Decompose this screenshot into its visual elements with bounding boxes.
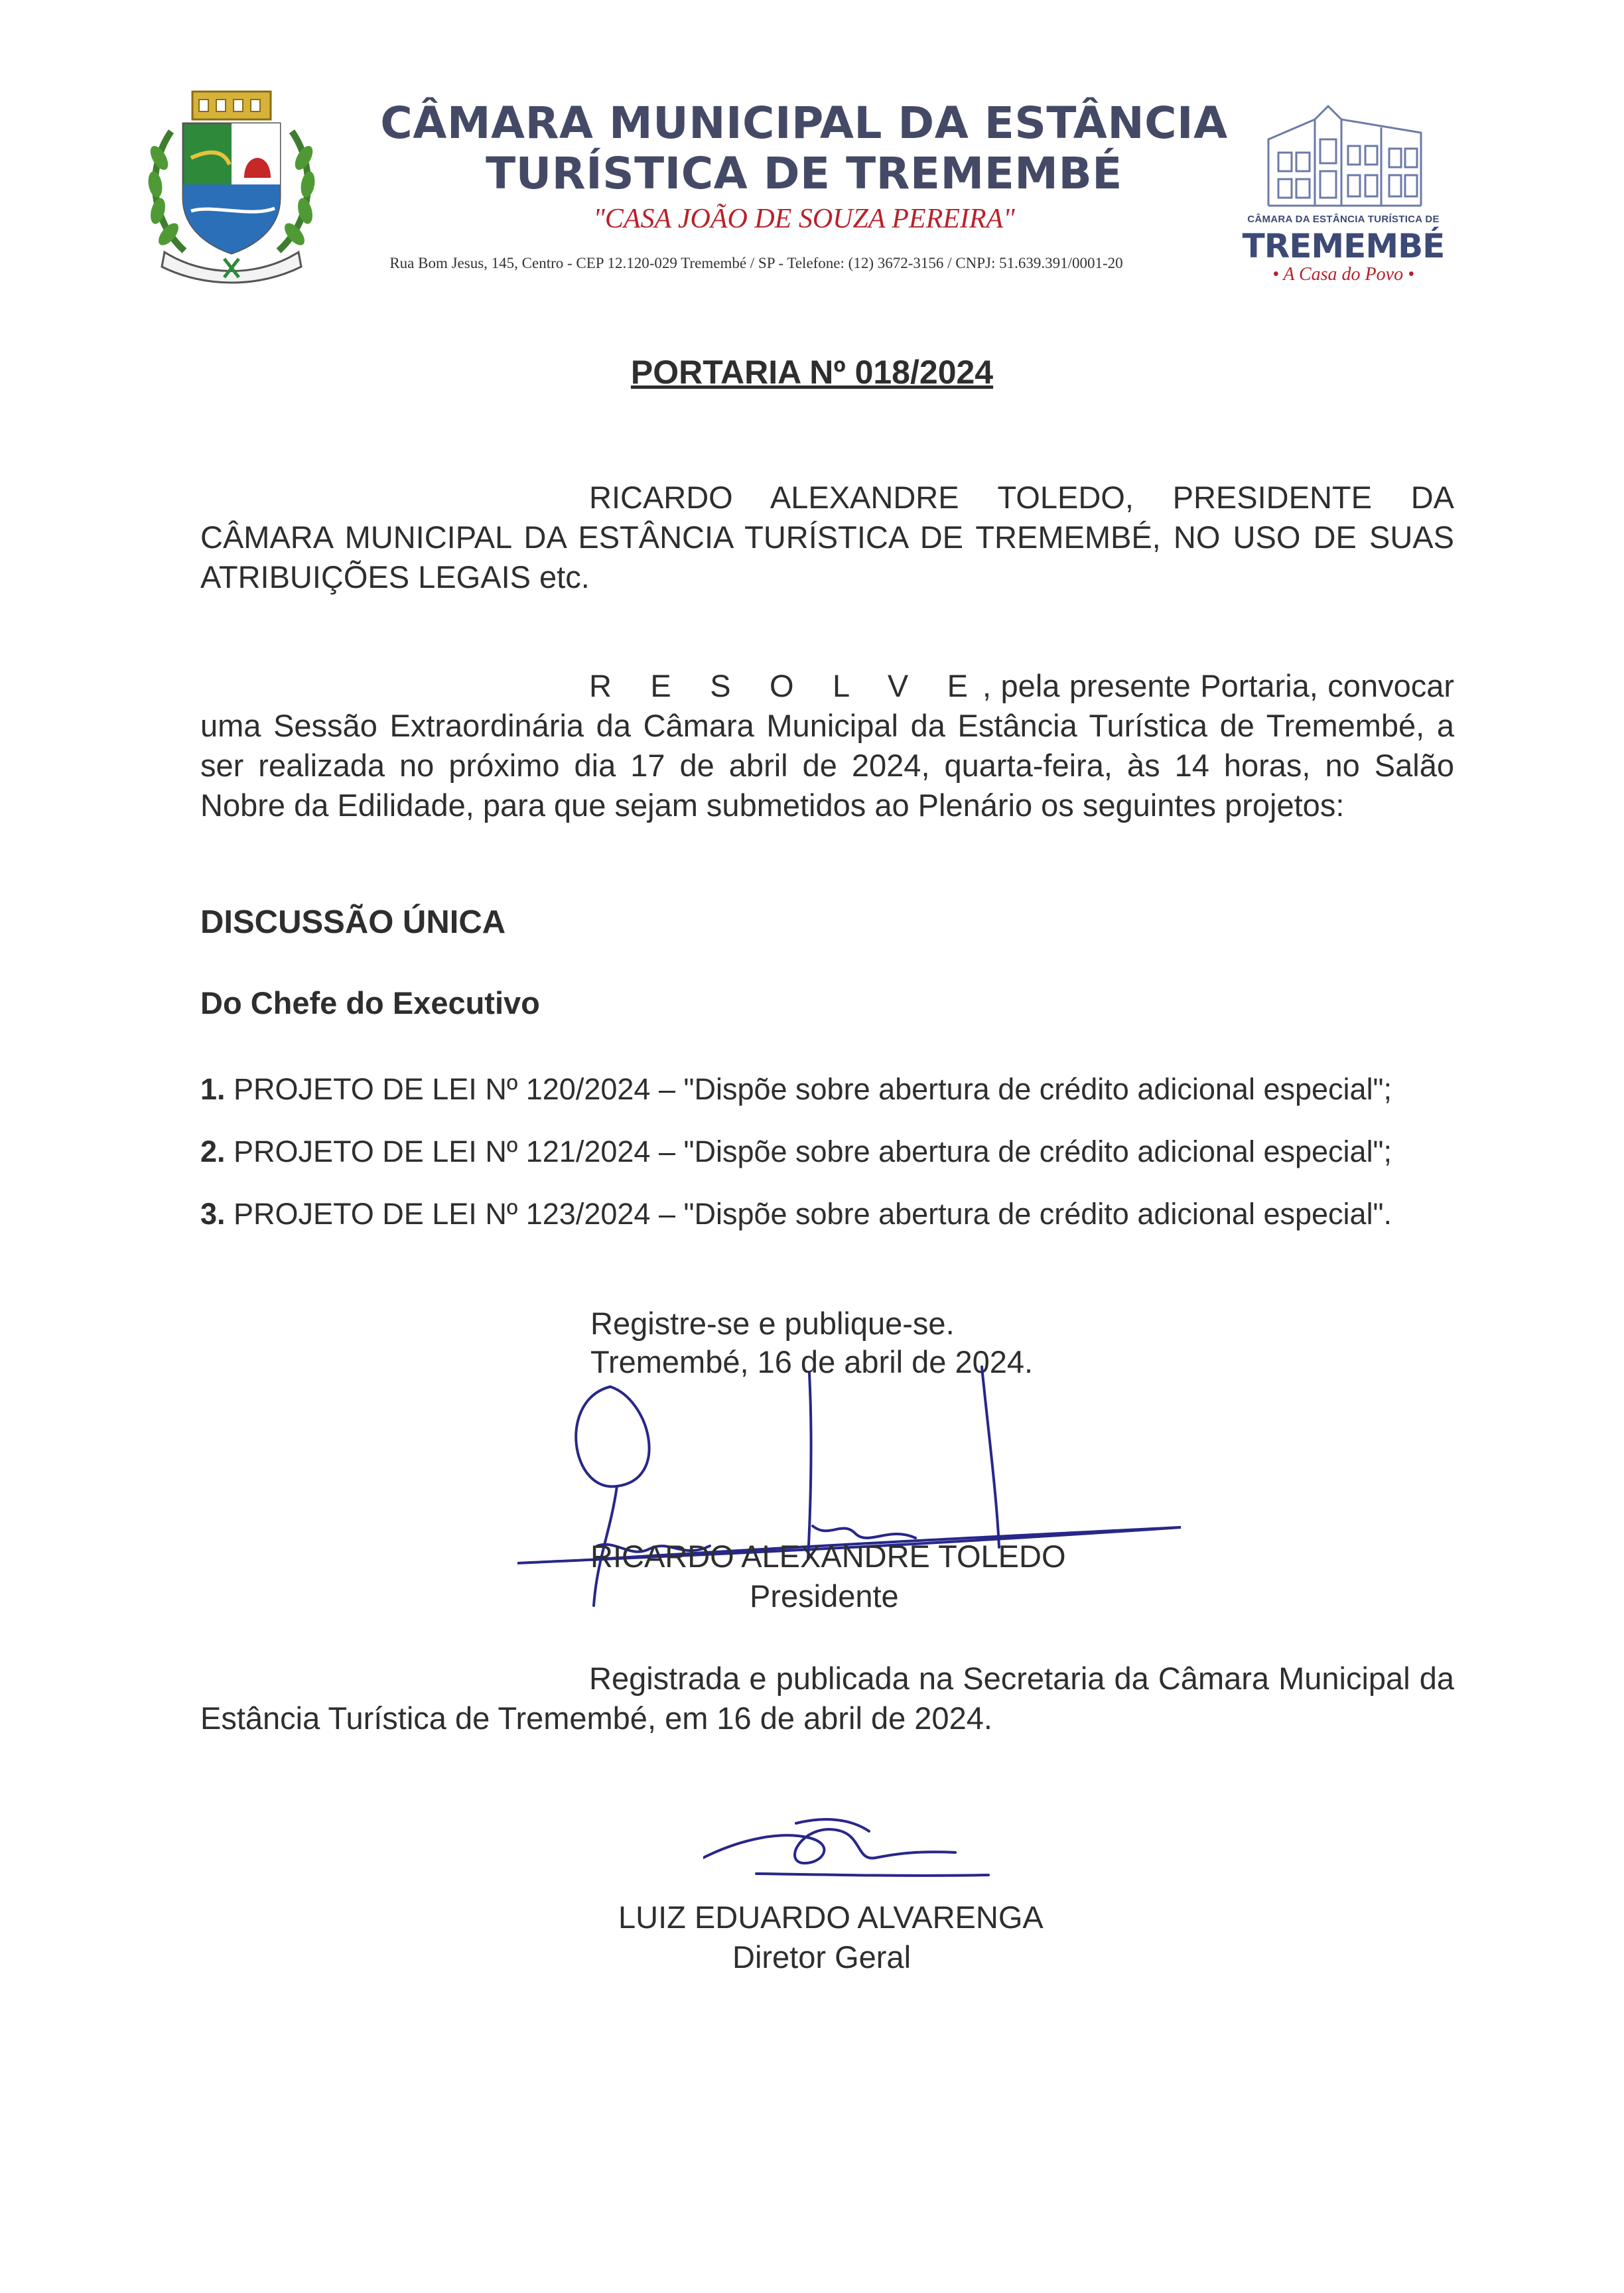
logo-name: TREMEMBÉ — [1242, 227, 1445, 265]
logo-tagline: • A Casa do Povo • — [1272, 264, 1414, 285]
registration-text: Registrada e publicada na Secretaria da Câmara Municipal da Estância Turística de Tremembé, em 16 de abril de 2024. — [200, 1661, 1454, 1736]
signer2-role: Diretor Geral — [732, 1939, 912, 1975]
director-signature — [703, 1811, 995, 1891]
preamble-text: RICARDO ALEXANDRE TOLEDO, PRESIDENTE DA CÂMARA MUNICIPAL DA ESTÂNCIA TURÍSTICA DE TREMEMBÉ, NO USO DE SUAS ATRIBUIÇÕES LEGAIS etc. — [200, 480, 1454, 594]
coat-of-arms-icon — [145, 85, 318, 284]
list-item-number: 2. — [200, 1135, 226, 1168]
closing-line2: Tremembé, 16 de abril de 2024. — [590, 1344, 1034, 1379]
preamble-paragraph — [200, 478, 1454, 597]
document-heading: PORTARIA Nº 018/2024 — [630, 354, 994, 391]
header-title-line1: CÂMARA MUNICIPAL DA ESTÂNCIA — [380, 98, 1228, 149]
resolve-lead: R E S O L V E — [589, 668, 983, 703]
registration-paragraph — [200, 1659, 1454, 1738]
list-item — [200, 1070, 1461, 1109]
signer2-name: LUIZ EDUARDO ALVARENGA — [618, 1900, 1044, 1935]
subsection-heading: Do Chefe do Executivo — [200, 985, 540, 1020]
list-item — [200, 1132, 1461, 1172]
header-motto: "CASA JOÃO DE SOUZA PEREIRA" — [593, 204, 1015, 234]
closing-line1: Registre-se e publique-se. — [590, 1306, 955, 1341]
list-item-text: PROJETO DE LEI Nº 123/2024 – "Dispõe sobre abertura de crédito adicional especial". — [234, 1197, 1392, 1231]
resolve-paragraph — [200, 666, 1454, 825]
signer1-role: Presidente — [750, 1578, 899, 1614]
list-item-number: 3. — [200, 1197, 226, 1231]
list-item-number: 1. — [200, 1072, 226, 1106]
list-item-text: PROJETO DE LEI Nº 120/2024 – "Dispõe sobre abertura de crédito adicional especial"; — [234, 1072, 1392, 1106]
signer1-name: RICARDO ALEXANDRE TOLEDO — [590, 1539, 1066, 1574]
section-heading: DISCUSSÃO ÚNICA — [200, 904, 506, 940]
header-title-line2: TURÍSTICA DE TREMEMBÉ — [486, 148, 1122, 199]
header-address: Rua Bom Jesus, 145, Centro - CEP 12.120-029 Tremembé / SP - Telefone: (12) 3672-3156 / CNPJ: 51.639.391/0001-20 — [389, 255, 1123, 271]
list-item — [200, 1194, 1461, 1234]
resolve-text: , pela presente Portaria, convocar uma Sessão Extraordinária da Câmara Municipal da Estância Turística de Tremembé, a ser realizada no próximo dia 17 de abril de 2024, quarta-feira, às 14 horas, no Salão Nobre da Edilidade, para que sejam submetidos ao Plenário os seguintes projetos: — [200, 668, 1455, 823]
list-item-text: PROJETO DE LEI Nº 121/2024 – "Dispõe sobre abertura de crédito adicional especial"; — [234, 1135, 1392, 1168]
logo-caption: CÂMARA DA ESTÂNCIA TURÍSTICA DE — [1247, 214, 1440, 225]
